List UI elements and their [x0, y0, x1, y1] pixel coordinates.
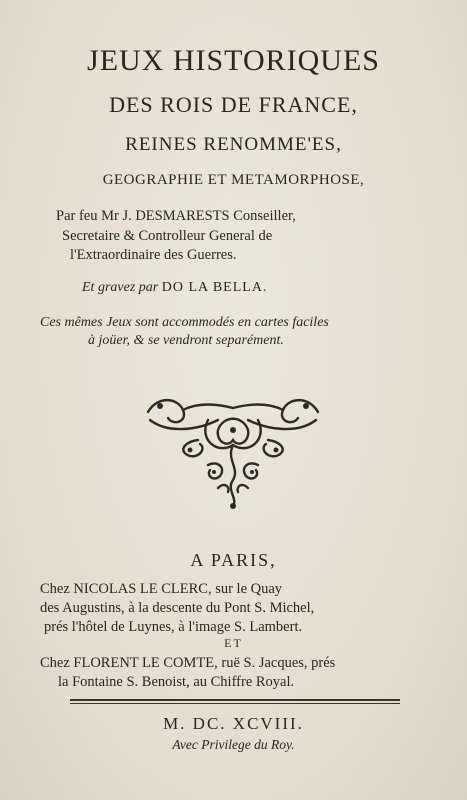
author-line-1: Par feu Mr J. DESMARESTS Conseiller,	[56, 208, 296, 224]
printers-ornament-icon	[138, 390, 328, 510]
title-line-4: GEOGRAPHIE ET METAMORPHOSE,	[102, 172, 365, 188]
publication-year: M. DC. XCVIII.	[163, 714, 304, 733]
imprint-line-5: la Fontaine S. Benoist, au Chiffre Royal.	[58, 674, 295, 690]
imprint-line-4: Chez FLORENT LE COMTE, ruë S. Jacques, prés	[40, 655, 336, 671]
imprint-line-2: des Augustins, à la descente du Pont S. Michel,	[40, 600, 315, 616]
title-line-3: REINES RENOMME'ES,	[125, 134, 342, 155]
title-line-1: JEUX HISTORIQUES	[87, 44, 380, 77]
author-line-2: Secretaire & Controlleur General de	[62, 228, 273, 244]
divider-rule-thin	[70, 703, 400, 704]
divider-rule	[70, 699, 400, 701]
privilege-line: Avec Privilege du Roy.	[172, 737, 295, 752]
engraver-name: DO LA BELLA.	[161, 280, 268, 295]
note-line-1: Ces mêmes Jeux sont accommodés en cartes faciles	[40, 315, 329, 330]
imprint-city: A PARIS,	[190, 550, 277, 570]
engraver-credit	[82, 280, 267, 296]
note-line-2: à joüer, & se vendront separément.	[88, 333, 284, 348]
imprint-line-3: prés l'hôtel de Luynes, à l'image S. Lambert.	[44, 619, 303, 635]
title-line-2: DES ROIS DE FRANCE,	[109, 92, 358, 117]
author-line-3: l'Extraordinaire des Guerres.	[70, 247, 237, 263]
engraver-prefix: Et gravez par	[82, 280, 159, 295]
imprint-line-1: Chez NICOLAS LE CLERC, sur le Quay	[40, 581, 283, 597]
imprint-et: ET	[224, 636, 243, 650]
